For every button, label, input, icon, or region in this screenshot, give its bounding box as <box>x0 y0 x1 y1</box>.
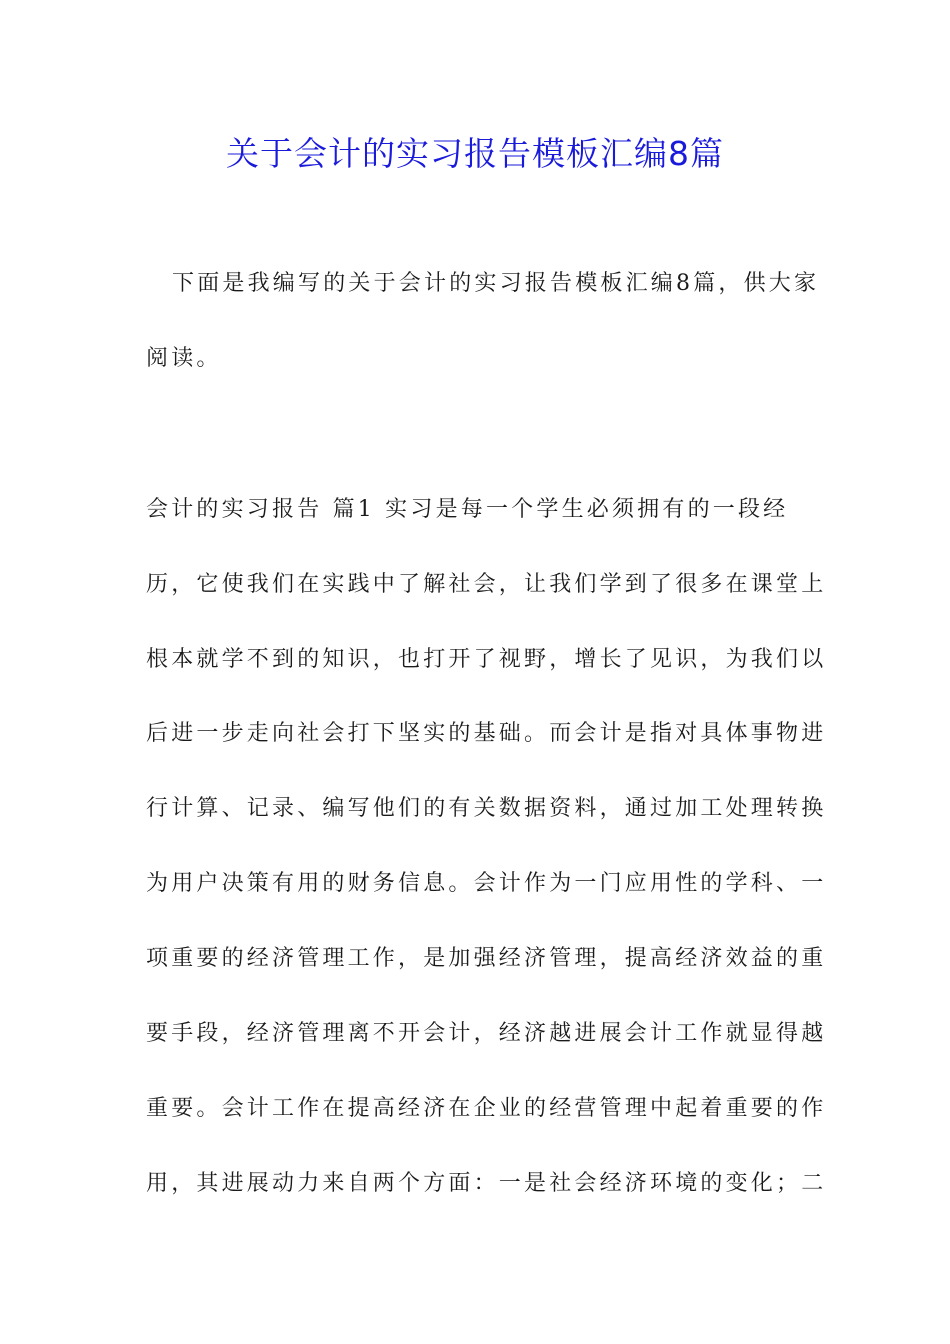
body-line-3: 根本就学不到的知识，也打开了视野，增长了见识，为我们以 <box>146 647 827 672</box>
body-line-7: 项重要的经济管理工作，是加强经济管理，提高经济效益的重 <box>146 946 827 971</box>
document-title: 关于会计的实习报告模板汇编8篇 <box>226 134 724 173</box>
body-line-9: 重要。会计工作在提高经济在企业的经营管理中起着重要的作 <box>146 1096 827 1121</box>
intro-line-2: 阅读。 <box>146 346 222 371</box>
intro-line-1: 下面是我编写的关于会计的实习报告模板汇编8篇，供大家 <box>172 271 820 296</box>
body-line-2: 历，它使我们在实践中了解社会，让我们学到了很多在课堂上 <box>146 572 827 597</box>
body-line-1: 会计的实习报告 篇1 实习是每一个学生必须拥有的一段经 <box>146 497 789 522</box>
body-line-10: 用，其进展动力来自两个方面：一是社会经济环境的变化；二 <box>146 1171 827 1196</box>
body-line-4: 后进一步走向社会打下坚实的基础。而会计是指对具体事物进 <box>146 721 827 746</box>
body-line-6: 为用户决策有用的财务信息。会计作为一门应用性的学科、一 <box>146 871 827 896</box>
body-line-5: 行计算、记录、编写他们的有关数据资料，通过加工处理转换 <box>146 796 827 821</box>
body-line-8: 要手段，经济管理离不开会计，经济越进展会计工作就显得越 <box>146 1021 827 1046</box>
